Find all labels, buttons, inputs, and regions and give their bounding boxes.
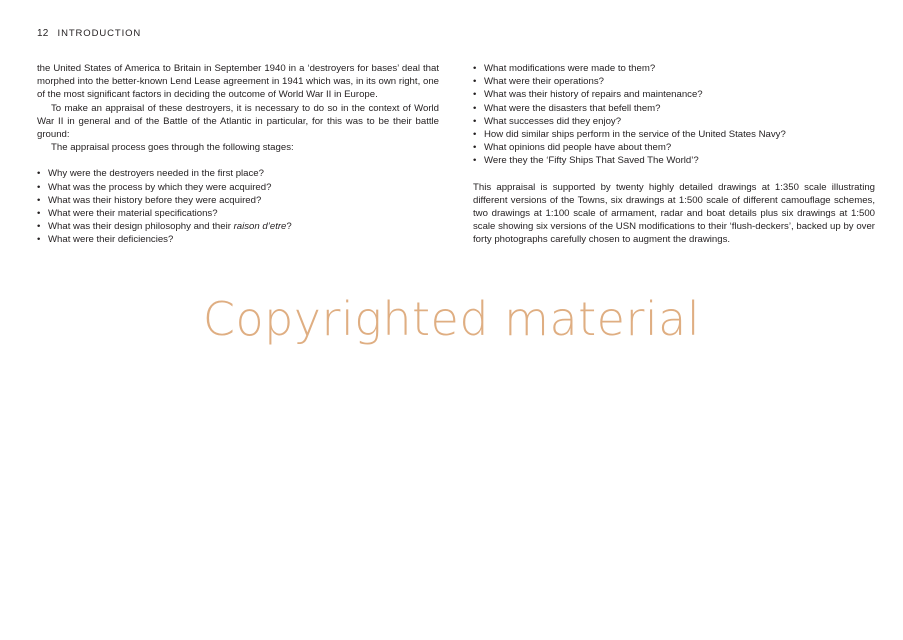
- list-item-text-italic: raison d’etre: [233, 221, 287, 233]
- list-item: • What was their history before they were acquired?: [37, 194, 439, 207]
- list-item-text-suffix: ?: [286, 221, 292, 233]
- body-columns: [37, 62, 875, 247]
- list-item: • Were they the ‘Fifty Ships That Saved The World’?: [473, 154, 875, 167]
- list-item: • What opinions did people have about them?: [473, 141, 875, 154]
- list-item: • What were their material specifications?: [37, 207, 439, 220]
- list-item: • What were the disasters that befell them?: [473, 102, 875, 115]
- left-paragraph-1: the United States of America to Britain in September 1940 in a ‘destroyers for bases’ deal that morphed into the better-known Lend Lease agreement in 1941 which was, in its own right, one of the most significant factors in deciding the outcome of World War II in Europe.: [37, 63, 439, 101]
- list-item: • What was the process by which they were acquired?: [37, 181, 439, 194]
- list-item: • How did similar ships perform in the service of the United States Navy?: [473, 128, 875, 141]
- list-item: • What successes did they enjoy?: [473, 115, 875, 128]
- left-paragraph-2: To make an appraisal of these destroyers, it is necessary to do so in the context of World War II in general and of the Battle of the Atlantic in particular, for this was to be their battle ground:: [37, 102, 439, 141]
- copyright-watermark: Copyrighted material: [202, 292, 701, 346]
- list-item-text-prefix: What was their design philosophy and their: [48, 221, 234, 233]
- list-item: • What were their operations?: [473, 75, 875, 88]
- page-folio: 12: [37, 28, 49, 39]
- running-head-title: INTRODUCTION: [57, 28, 142, 39]
- list-item: [37, 220, 439, 233]
- list-item: • What modifications were made to them?: [473, 62, 875, 75]
- list-item: • What was their history of repairs and maintenance?: [473, 88, 875, 101]
- appraisal-stages-list: [37, 167, 439, 246]
- running-head: [37, 28, 141, 39]
- list-item: • What were their deficiencies?: [37, 233, 439, 246]
- appraisal-stages-list-continued: [473, 62, 875, 168]
- list-item: • Why were the destroyers needed in the first place?: [37, 167, 439, 180]
- right-column: [473, 62, 875, 247]
- left-paragraph-3: The appraisal process goes through the following stages:: [51, 142, 294, 154]
- left-column: [37, 62, 439, 247]
- right-closing-paragraph: This appraisal is supported by twenty highly detailed drawings at 1:350 scale illustrating different versions of the Towns, six drawings at 1:500 scale of different camouflage schemes, two drawings at 1:100 scale of armament, radar and boat details plus six drawings at 1:500 scale showing six versions of the USN modifications to their ‘flush-deckers’, backed up by over forty photographs carefully chosen to augment the drawings.: [473, 181, 875, 246]
